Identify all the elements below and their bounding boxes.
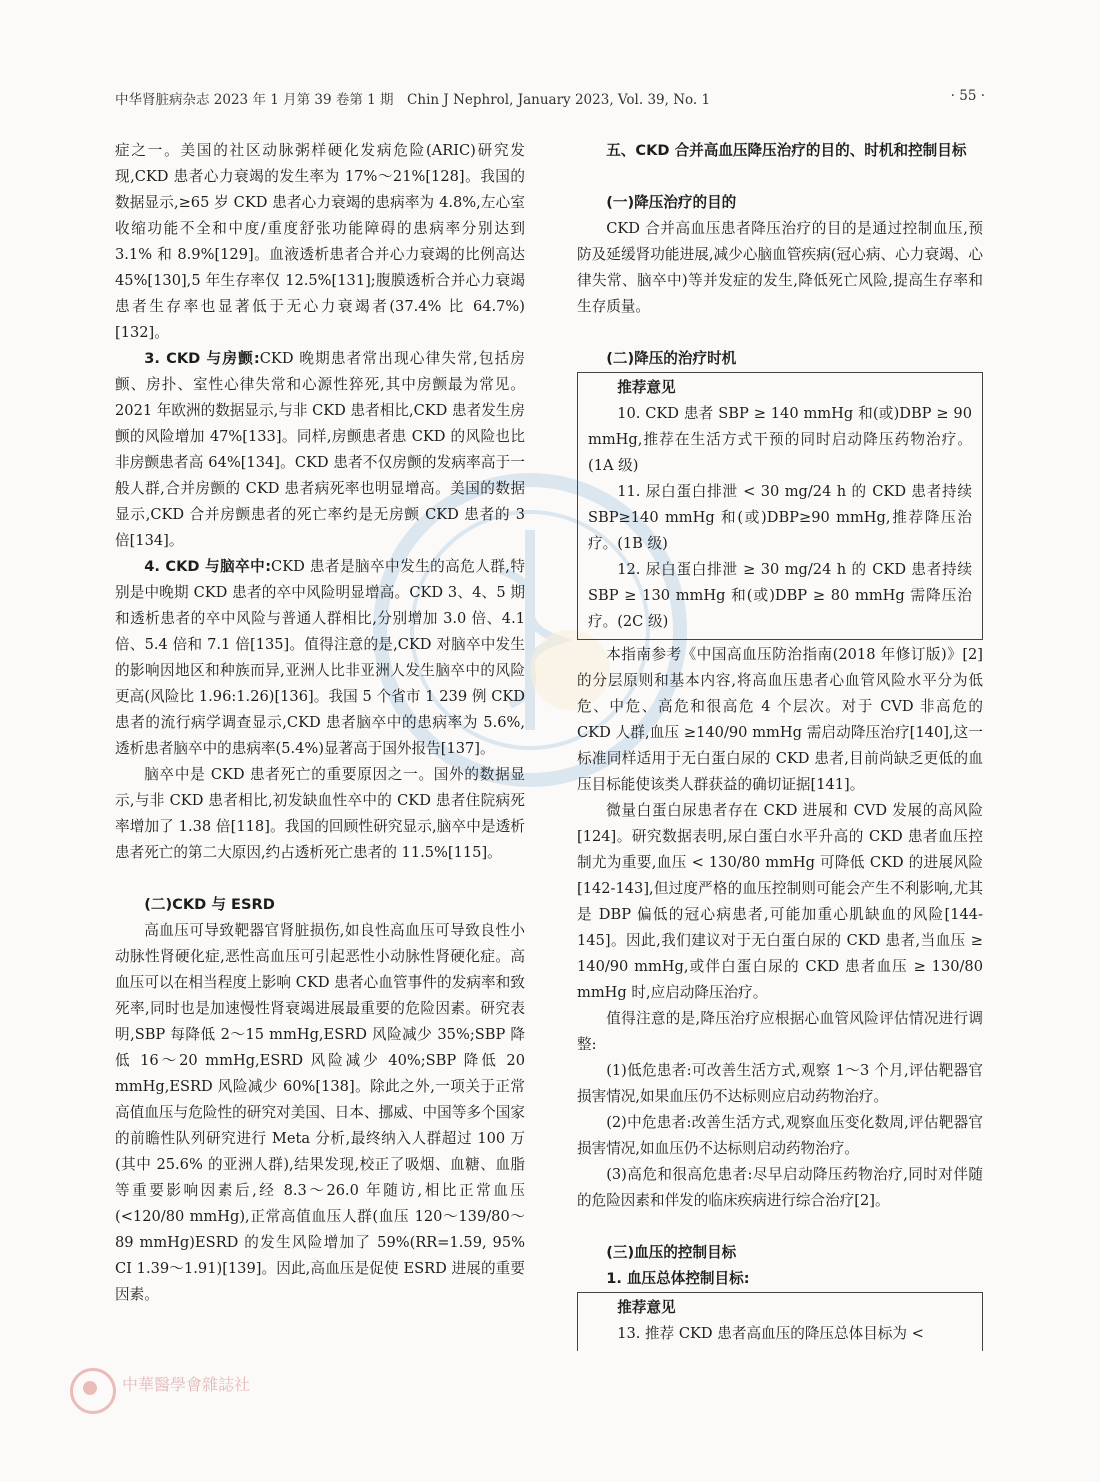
journal-citation: 中华肾脏病杂志 2023 年 1 月第 39 卷第 1 期 Chin J Nephrol, January 2023, Vol. 39, No. 1 — [115, 92, 711, 108]
paragraph-stroke-mortality: 脑卒中是 CKD 患者死亡的重要原因之一。国外的数据显示,与非 CKD 患者相比,初发缺血性卒中的 CKD 患者住院病死率增加了 1.38 倍[118]。我国的回顾性研究显示,脑卒中是透析患者死亡的第二大原因,约占透析死亡患者的 11.5%[115]。 — [115, 766, 525, 861]
right-column — [577, 138, 983, 1353]
paragraph-mid-risk: (2)中危患者:改善生活方式,观察血压变化数周,评估靶器官损害情况,如血压仍不达标则启动药物治疗。 — [577, 1114, 983, 1157]
publisher-logo — [70, 1368, 490, 1408]
left-column — [115, 138, 525, 1308]
paragraph-atrial-fibrillation — [115, 346, 525, 554]
paragraph-adjustment: 值得注意的是,降压治疗应根据心血管风险评估情况进行调整: — [577, 1010, 983, 1053]
recommendation-11: 11. 尿白蛋白排泄 < 30 mg/24 h 的 CKD 患者持续 SBP≥140 mmHg 和(或)DBP≥90 mmHg,推荐降压治疗。(1B 级) — [588, 483, 972, 552]
recommendation-box-timing — [577, 372, 983, 640]
paragraph-esrd: 高血压可导致靶器官肾脏损伤,如良性高血压可导致良性小动脉性肾硬化症,恶性高血压可引起恶性小动脉性肾硬化症。高血压可以在相当程度上影响 CKD 患者心血管事件的发病率和致死率,同时也是加速慢性肾衰竭进展最重要的危险因素。研究表明,SBP 每降低 2～15 mmHg,ESRD 风险减少 35%;SBP 降低 16～20 mmHg,ESRD 风险减少 40%;SBP 降低 20 mmHg,ESRD 风险减少 60%[138]。除此之外,一项关于正常高值血压与危险性的研究对美国、日本、挪威、中国等多个国家的前瞻性队列研究进行 Meta 分析,最终纳入人群超过 100 万(其中 25.6% 的亚洲人群),结果发现,校正了吸烟、血糖、血脂等重要影响因素后,经 8.3～26.0 年随访,相比正常血压(<120/80 mmHg),正常高值血压人群(血压 120～139/80～89 mmHg)ESRD 的发生风险增加了 59%(RR=1.59, 95% CI 1.39～1.91)[139]。因此,高血压是促使 ESRD 进展的重要因素。 — [115, 922, 525, 1303]
heading-treatment-purpose: (一)降压治疗的目的 — [606, 194, 737, 211]
publisher-seal-icon — [70, 1368, 116, 1414]
recommendation-12: 12. 尿白蛋白排泄 ≥ 30 mg/24 h 的 CKD 患者持续 SBP ≥ 130 mmHg 和(或)DBP ≥ 80 mmHg 需降压治疗。(2C 级) — [588, 561, 972, 630]
paragraph-stroke — [115, 554, 525, 762]
recommendation-box-target — [577, 1292, 983, 1351]
heading-treatment-timing: (二)降压的治疗时机 — [606, 350, 737, 367]
paragraph-guideline-reference: 本指南参考《中国高血压防治指南(2018 年修订版)》[2]的分层原则和基本内容,将高血压患者心血管风险水平分为低危、中危、高危和很高危 4 个层次。对于 CVD 非高危的 CKD 人群,血压 ≥140/90 mmHg 需启动降压治疗[140],这一标准同样适用于无白蛋白尿的 CKD 患者,目前尚缺乏更低的血压目标能使该类人群获益的确切证据[141]。 — [577, 646, 983, 793]
heading-bp-target: (三)血压的控制目标 — [606, 1244, 737, 1261]
recommendation-13: 13. 推荐 CKD 患者高血压的降压总体目标为 < — [617, 1325, 924, 1342]
page-number: · 55 · — [950, 88, 985, 104]
heading-ckd-esrd: (二)CKD 与 ESRD — [144, 896, 275, 913]
stroke-body: CKD 患者是脑卒中发生的高危人群,特别是中晚期 CKD 患者的卒中风险明显增高。CKD 3、4、5 期和透析患者的卒中风险与普通人群相比,分别增加 3.0 倍、4.1 倍、5.4 倍和 7.1 倍[135]。值得注意的是,CKD 对脑卒中发生的影响因地区和种族而异,亚洲人比非亚洲人发生脑卒中的风险更高(风险比 1.96:1.26)[136]。我国 5 个省市 1 239 例 CKD 患者的流行病学调查显示,CKD 患者脑卒中的患病率为 5.6%,透析患者脑卒中的患病率(5.4%)显著高于国外报告[137]。 — [115, 558, 525, 757]
paragraph-low-risk: (1)低危患者:可改善生活方式,观察 1～3 个月,评估靶器官损害情况,如果血压仍不达标则应启动药物治疗。 — [577, 1062, 983, 1105]
paragraph-treatment-purpose: CKD 合并高血压患者降压治疗的目的是通过控制血压,预防及延缓肾功能进展,减少心脑血管疾病(冠心病、心力衰竭、心律失常、脑卒中)等并发症的发生,降低死亡风险,提高生存率和生存质量。 — [577, 220, 983, 315]
heading-overall-target: 1. 血压总体控制目标: — [606, 1270, 750, 1287]
recommendation-title: 推荐意见 — [617, 379, 676, 396]
publisher-name: 中華醫學會雜誌社 — [122, 1375, 251, 1394]
paragraph-microalbuminuria: 微量白蛋白尿患者存在 CKD 进展和 CVD 发展的高风险[124]。研究数据表明,尿白蛋白水平升高的 CKD 患者血压控制尤为重要,血压 < 130/80 mmHg 可降低 CKD 的进展风险[142-143],但过度严格的血压控制则可能会产生不利影响,尤其是 DBP 偏低的冠心病患者,可能加重心肌缺血的风险[144-145]。因此,我们建议对于无白蛋白尿的 CKD 患者,当血压 ≥ 140/90 mmHg,或伴白蛋白尿的 CKD 患者血压 ≥ 130/80 mmHg 时,应启动降压治疗。 — [577, 802, 983, 1001]
recommendation-10: 10. CKD 患者 SBP ≥ 140 mmHg 和(或)DBP ≥ 90 mmHg,推荐在生活方式干预的同时启动降压药物治疗。(1A 级) — [588, 405, 972, 474]
recommendation-title-2: 推荐意见 — [617, 1299, 676, 1316]
subheading-stroke: 4. CKD 与脑卒中: — [144, 558, 272, 575]
paragraph-heart-failure: 症之一。美国的社区动脉粥样硬化发病危险(ARIC)研究发现,CKD 患者心力衰竭的发生率为 17%～21%[128]。我国的数据显示,≥65 岁 CKD 患者心力衰竭的患病率为 4.8%,左心室收缩功能不全和中度/重度舒张功能障碍的患病率分别达到 3.1% 和 8.9%[129]。血液透析患者合并心力衰竭的比例高达 45%[130],5 年生存率仅 12.5%[131];腹膜透析合并心力衰竭患者生存率也显著低于无心力衰竭者(37.4% 比 64.7%)[132]。 — [115, 142, 525, 341]
subheading-af: 3. CKD 与房颤: — [144, 350, 260, 367]
paragraph-high-risk: (3)高危和很高危患者:尽早启动降压药物治疗,同时对伴随的危险因素和伴发的临床疾病进行综合治疗[2]。 — [577, 1166, 983, 1209]
af-body: CKD 晚期患者常出现心律失常,包括房颤、房扑、室性心律失常和心源性猝死,其中房颤最为常见。2021 年欧洲的数据显示,与非 CKD 患者相比,CKD 患者发生房颤的风险增加 47%[133]。同样,房颤患者患 CKD 的风险也比非房颤患者高 64%[134]。CKD 患者不仅房颤的发病率高于一般人群,合并房颤的 CKD 患者病死率也明显增高。美国的数据显示,CKD 合并房颤患者的死亡率约是无房颤 CKD 患者的 3 倍[134]。 — [115, 350, 525, 549]
heading-section-5: 五、CKD 合并高血压降压治疗的目的、时机和控制目标 — [606, 142, 967, 159]
